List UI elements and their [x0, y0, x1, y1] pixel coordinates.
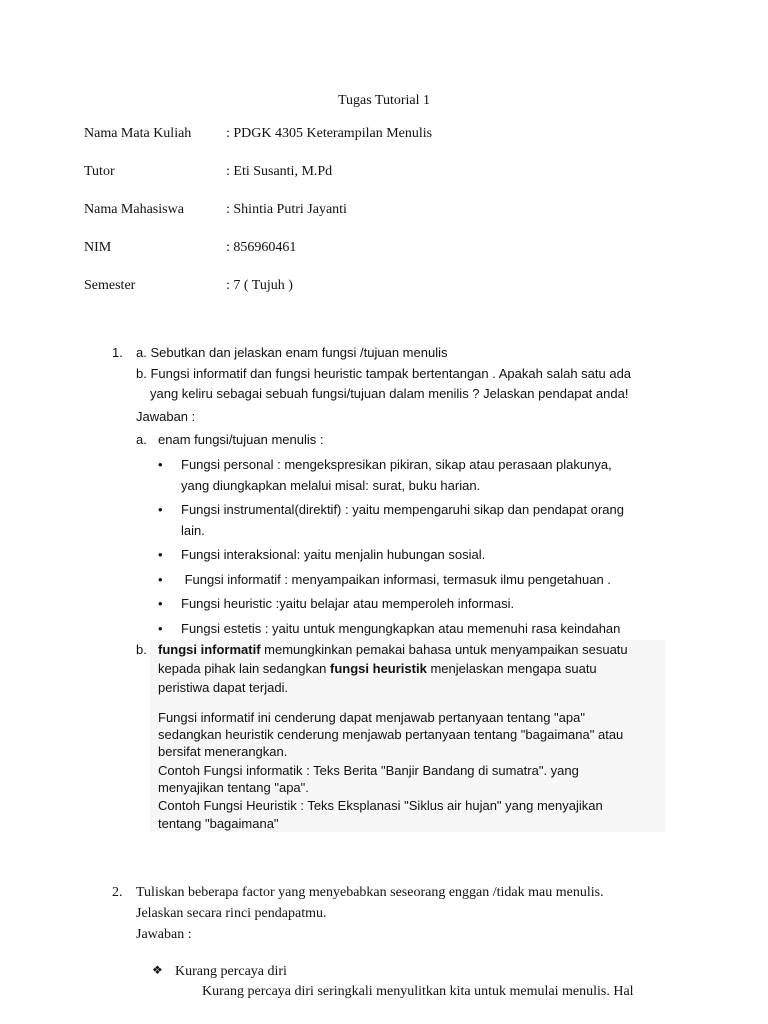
- info-label-tutor: Tutor: [84, 164, 115, 179]
- diamond-bullet-icon: ❖: [152, 963, 163, 977]
- info-value-nim: : 856960461: [226, 240, 297, 255]
- bullet-item-estetis: Fungsi estetis : yaitu untuk mengungkapkan atau memenuhi rasa keindahan: [181, 621, 621, 636]
- answer-1b-line-1: [158, 642, 628, 657]
- bullet-icon: •: [158, 502, 163, 517]
- term-fungsi-informatif: fungsi informatif: [158, 642, 261, 657]
- info-label-course: Nama Mata Kuliah: [84, 126, 192, 141]
- question-2-line-1: Tuliskan beberapa factor yang menyebabkan seseorang enggan /tidak mau menulis.: [136, 885, 604, 900]
- factor-item-title: Kurang percaya diri: [175, 964, 287, 979]
- info-label-nim: NIM: [84, 240, 112, 255]
- info-value-student: : Shintia Putri Jayanti: [226, 202, 347, 217]
- question-1b-line-1: b. Fungsi informatif dan fungsi heuristic tampak bertentangan . Apakah salah satu ada: [136, 366, 632, 381]
- bullet-item-instrumental: Fungsi instrumental(direktif) : yaitu mempengaruhi sikap dan pendapat orang: [181, 502, 624, 517]
- bullet-icon: •: [158, 621, 163, 636]
- bullet-item-heuristic: Fungsi heuristic :yaitu belajar atau memperoleh informasi.: [181, 596, 515, 611]
- question-1a-text: a. Sebutkan dan jelaskan enam fungsi /tujuan menulis: [136, 345, 448, 360]
- info-label-student: Nama Mahasiswa: [84, 202, 184, 217]
- answer-2-label: Jawaban :: [136, 927, 192, 942]
- paragraph-line: sedangkan heuristik cenderung menjawab pertanyaan tentang "bagaimana" atau: [158, 727, 624, 742]
- question-1-number: 1.: [112, 345, 123, 360]
- bullet-icon: •: [158, 457, 163, 472]
- answer-1b-line-2a: kepada pihak lain sedangkan: [158, 661, 331, 676]
- bullet-icon: •: [158, 572, 163, 587]
- bullet-item-interaksional: Fungsi interaksional: yaitu menjalin hubungan sosial.: [181, 547, 486, 562]
- info-value-semester: : 7 ( Tujuh ): [226, 278, 293, 293]
- question-2-line-2: Jelaskan secara rinci pendapatmu.: [136, 906, 327, 921]
- page-title: Tugas Tutorial 1: [337, 93, 431, 108]
- paragraph-line: Contoh Fungsi informatik : Teks Berita "Banjir Bandang di sumatra". yang: [158, 763, 579, 778]
- bullet-item-personal: Fungsi personal : mengekspresikan pikiran, sikap atau perasaan plakunya,: [181, 457, 612, 472]
- answer-1b-line-2b: menjelaskan mengapa suatu: [426, 661, 597, 676]
- term-fungsi-heuristik: fungsi heuristik: [330, 661, 427, 676]
- paragraph-line: Contoh Fungsi Heuristik : Teks Eksplanasi "Siklus air hujan" yang menyajikan: [158, 798, 603, 813]
- info-value-course: : PDGK 4305 Keterampilan Menulis: [226, 126, 433, 141]
- question-1b-line-2: yang keliru sebagai sebuah fungsi/tujuan dalam menilis ? Jelaskan pendapat anda!: [150, 386, 629, 401]
- bullet-item-informatif: Fungsi informatif : menyampaikan informasi, termasuk ilmu pengetahuan .: [181, 572, 611, 587]
- answer-1b-line-2: [158, 661, 597, 676]
- answer-1a-marker: a.: [136, 432, 147, 447]
- bullet-item-instrumental-cont: lain.: [181, 523, 205, 538]
- answer-1b-line-1-text: memungkinkan pemakai bahasa untuk menyampaikan sesuatu: [260, 642, 628, 657]
- paragraph-line: bersifat menerangkan.: [158, 744, 288, 759]
- paragraph-line: menyajikan tentang "apa".: [158, 780, 309, 795]
- question-2-number: 2.: [112, 885, 123, 900]
- factor-item-text: Kurang percaya diri seringkali menyulitkan kita untuk memulai menulis. Hal: [202, 984, 634, 999]
- info-value-tutor: : Eti Susanti, M.Pd: [226, 164, 333, 179]
- info-label-semester: Semester: [84, 278, 136, 293]
- paragraph-line: Fungsi informatif ini cenderung dapat menjawab pertanyaan tentang "apa": [158, 710, 585, 725]
- answer-1b-marker: b.: [136, 642, 147, 657]
- answer-1a-heading: enam fungsi/tujuan menulis :: [158, 432, 324, 447]
- answer-1-label: Jawaban :: [136, 409, 196, 424]
- paragraph-line: tentang "bagaimana": [158, 816, 279, 831]
- bullet-icon: •: [158, 547, 163, 562]
- bullet-icon: •: [158, 596, 163, 611]
- bullet-item-personal-cont: yang diungkapkan melalui misal: surat, buku harian.: [181, 478, 481, 493]
- answer-1b-line-3: peristiwa dapat terjadi.: [158, 680, 289, 695]
